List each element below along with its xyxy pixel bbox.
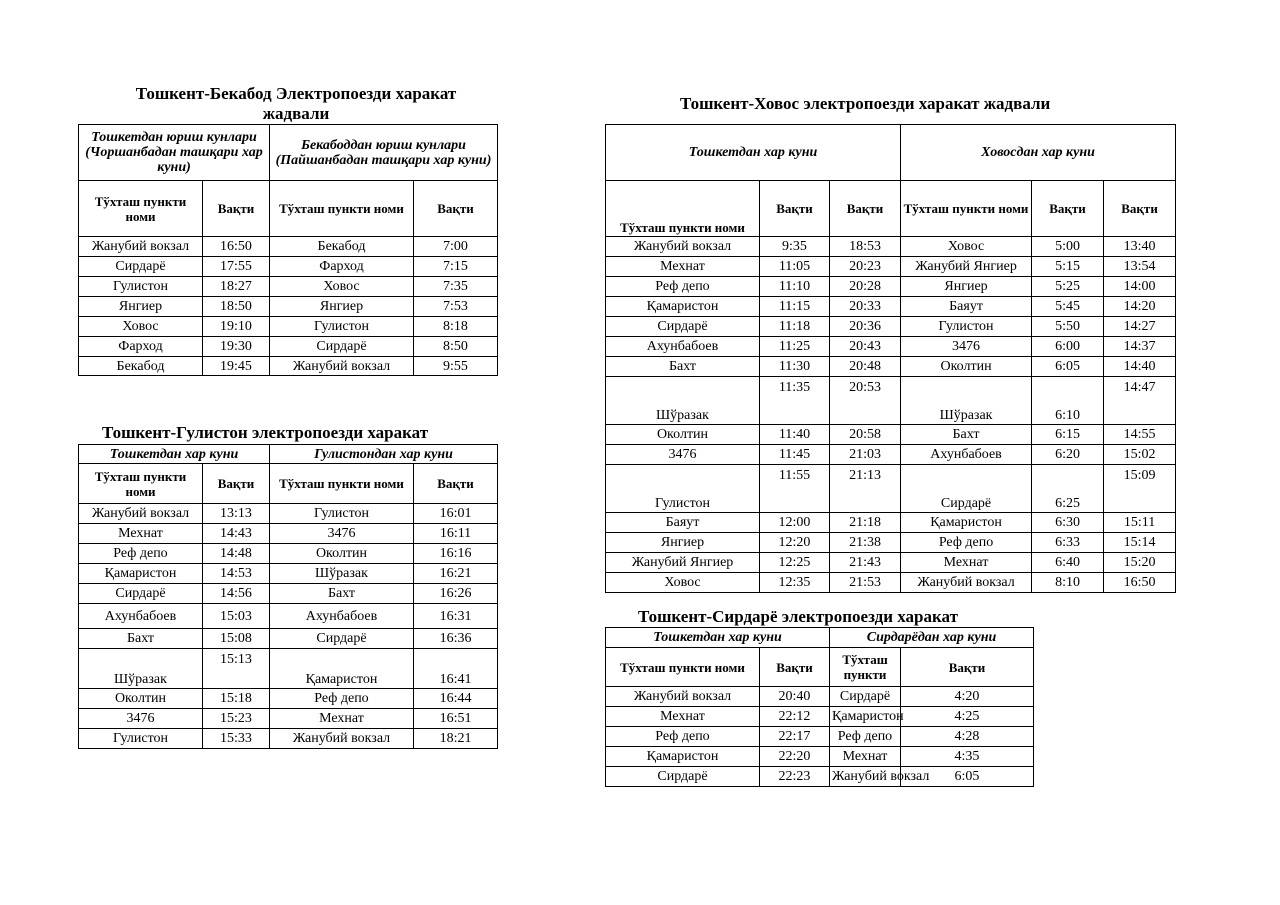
table-cell: Сирдарё bbox=[606, 767, 760, 787]
table-cell: 6:40 bbox=[1032, 553, 1104, 573]
table-cell: Мехнат bbox=[270, 709, 414, 729]
table-cell: 22:23 bbox=[760, 767, 830, 787]
table-row bbox=[79, 709, 498, 729]
table-cell: 13:40 bbox=[1104, 237, 1176, 257]
table-cell: 19:30 bbox=[203, 337, 270, 357]
table-cell: 15:02 bbox=[1104, 445, 1176, 465]
table-cell: Бекабод bbox=[79, 357, 203, 376]
table-cell: 16:36 bbox=[414, 629, 498, 649]
table-cell: 12:35 bbox=[760, 573, 830, 593]
table-cell: Сирдарё bbox=[270, 337, 414, 357]
table-cell: 11:40 bbox=[760, 425, 830, 445]
table-cell: 21:53 bbox=[830, 573, 901, 593]
table-cell: 16:11 bbox=[414, 524, 498, 544]
table-cell: Бекабод bbox=[270, 237, 414, 257]
table-cell: 7:35 bbox=[414, 277, 498, 297]
table-row bbox=[606, 747, 1034, 767]
table-cell: Баяут bbox=[606, 513, 760, 533]
table-cell: Сирдарё bbox=[79, 584, 203, 604]
table-cell: Жанубий вокзал bbox=[79, 237, 203, 257]
table-cell: Ховос bbox=[901, 237, 1032, 257]
table-cell: Фарход bbox=[270, 257, 414, 277]
table-row bbox=[606, 357, 1176, 377]
table-cell: 6:10 bbox=[1032, 377, 1104, 425]
col-station-header: Тўхташ пункти номи bbox=[270, 181, 414, 237]
table-cell: Сирдарё bbox=[79, 257, 203, 277]
table-cell: Жанубий вокзал bbox=[270, 729, 414, 749]
table-row bbox=[606, 377, 1176, 425]
col-time-header: Вақти bbox=[414, 464, 498, 504]
table-cell: Жанубий вокзал bbox=[830, 767, 901, 787]
table-cell: Реф депо bbox=[606, 727, 760, 747]
table-cell: 15:23 bbox=[203, 709, 270, 729]
table-cell: 14:37 bbox=[1104, 337, 1176, 357]
table-cell: 11:18 bbox=[760, 317, 830, 337]
table-cell: Шўразак bbox=[606, 377, 760, 425]
table-cell: 5:25 bbox=[1032, 277, 1104, 297]
table-row bbox=[606, 727, 1034, 747]
table-cell: 19:45 bbox=[203, 357, 270, 376]
table-cell: 18:53 bbox=[830, 237, 901, 257]
table-cell: 5:15 bbox=[1032, 257, 1104, 277]
table-row bbox=[79, 337, 498, 357]
table-row bbox=[79, 689, 498, 709]
table-cell: Шўразак bbox=[79, 649, 203, 689]
table-row bbox=[79, 649, 498, 689]
guliston-head-right: Гулистондан хар куни bbox=[270, 445, 498, 464]
table-cell: Околтин bbox=[606, 425, 760, 445]
table-cell: 16:50 bbox=[203, 237, 270, 257]
bekabod-head-left: Тошкетдан юриш кунлари (Чоршанбадан ташқари хар куни) bbox=[79, 125, 270, 181]
table-cell: 15:18 bbox=[203, 689, 270, 709]
table-cell: 15:33 bbox=[203, 729, 270, 749]
hovos-title: Тошкент-Ховос электропоезди харакат жадвали bbox=[680, 94, 1051, 113]
col-station-header: Тўхташ пункти номи bbox=[606, 648, 760, 687]
table-cell: Ахунбабоев bbox=[901, 445, 1032, 465]
table-cell: 7:15 bbox=[414, 257, 498, 277]
table-row bbox=[606, 425, 1176, 445]
table-cell: 4:25 bbox=[901, 707, 1034, 727]
table-cell: 15:09 bbox=[1104, 465, 1176, 513]
table-cell: 11:30 bbox=[760, 357, 830, 377]
table-cell: Жанубий вокзал bbox=[606, 687, 760, 707]
table-cell: Фарход bbox=[79, 337, 203, 357]
table-row bbox=[606, 445, 1176, 465]
table-cell: 14:00 bbox=[1104, 277, 1176, 297]
col-time-header: Вақти bbox=[203, 464, 270, 504]
col-time-header: Вақти bbox=[830, 181, 901, 237]
col-time-header: Вақти bbox=[760, 648, 830, 687]
table-cell: Гулистон bbox=[901, 317, 1032, 337]
table-cell: 17:55 bbox=[203, 257, 270, 277]
table-cell: Гулистон bbox=[79, 277, 203, 297]
table-row bbox=[606, 277, 1176, 297]
table-cell: Бахт bbox=[79, 629, 203, 649]
table-cell: Околтин bbox=[79, 689, 203, 709]
table-cell: 6:20 bbox=[1032, 445, 1104, 465]
table-cell: 3476 bbox=[606, 445, 760, 465]
table-cell: 16:50 bbox=[1104, 573, 1176, 593]
table-cell: Мехнат bbox=[79, 524, 203, 544]
table-cell: 5:50 bbox=[1032, 317, 1104, 337]
table-cell: Жанубий вокзал bbox=[270, 357, 414, 376]
table-cell: Околтин bbox=[270, 544, 414, 564]
col-time-header: Вақти bbox=[901, 648, 1034, 687]
table-cell: 18:21 bbox=[414, 729, 498, 749]
table-cell: 12:20 bbox=[760, 533, 830, 553]
table-row bbox=[79, 277, 498, 297]
table-cell: Реф депо bbox=[270, 689, 414, 709]
table-row bbox=[79, 604, 498, 629]
table-cell: Ахунбабоев bbox=[79, 604, 203, 629]
table-cell: Гулистон bbox=[79, 729, 203, 749]
table-cell: Реф депо bbox=[830, 727, 901, 747]
table-cell: 14:27 bbox=[1104, 317, 1176, 337]
table-cell: Қамаристон bbox=[79, 564, 203, 584]
table-cell: 13:13 bbox=[203, 504, 270, 524]
table-cell: Бахт bbox=[901, 425, 1032, 445]
table-row bbox=[79, 317, 498, 337]
table-cell: 3476 bbox=[270, 524, 414, 544]
table-row bbox=[79, 237, 498, 257]
table-cell: 21:13 bbox=[830, 465, 901, 513]
table-cell: Гулистон bbox=[270, 317, 414, 337]
table-cell: Янгиер bbox=[606, 533, 760, 553]
table-cell: 18:27 bbox=[203, 277, 270, 297]
table-cell: 16:21 bbox=[414, 564, 498, 584]
table-cell: 8:18 bbox=[414, 317, 498, 337]
table-cell: Ховос bbox=[79, 317, 203, 337]
table-cell: 13:54 bbox=[1104, 257, 1176, 277]
table-row bbox=[606, 317, 1176, 337]
table-cell: 11:10 bbox=[760, 277, 830, 297]
table-row bbox=[606, 707, 1034, 727]
table-row bbox=[79, 544, 498, 564]
table-cell: Реф депо bbox=[606, 277, 760, 297]
table-cell: 14:40 bbox=[1104, 357, 1176, 377]
table-row bbox=[606, 573, 1176, 593]
table-row bbox=[606, 237, 1176, 257]
table-cell: 16:31 bbox=[414, 604, 498, 629]
table-row bbox=[79, 504, 498, 524]
table-cell: 14:20 bbox=[1104, 297, 1176, 317]
table-cell: 9:55 bbox=[414, 357, 498, 376]
table-cell: 15:13 bbox=[203, 649, 270, 689]
table-cell: 22:17 bbox=[760, 727, 830, 747]
table-cell: Жанубий вокзал bbox=[606, 237, 760, 257]
table-cell: 21:03 bbox=[830, 445, 901, 465]
table-cell: Қамаристон bbox=[830, 707, 901, 727]
table-cell: 5:00 bbox=[1032, 237, 1104, 257]
table-cell: 7:00 bbox=[414, 237, 498, 257]
table-cell: 14:55 bbox=[1104, 425, 1176, 445]
table-cell: 8:50 bbox=[414, 337, 498, 357]
table-cell: Мехнат bbox=[830, 747, 901, 767]
table-cell: Мехнат bbox=[901, 553, 1032, 573]
col-station-header: Тўхташ пункти номи bbox=[270, 464, 414, 504]
bekabod-table bbox=[78, 124, 498, 376]
table-row bbox=[606, 553, 1176, 573]
table-cell: 6:05 bbox=[1032, 357, 1104, 377]
table-row bbox=[606, 297, 1176, 317]
table-cell: Бахт bbox=[606, 357, 760, 377]
table-cell: 12:25 bbox=[760, 553, 830, 573]
table-cell: 20:58 bbox=[830, 425, 901, 445]
table-cell: 6:05 bbox=[901, 767, 1034, 787]
table-row bbox=[606, 513, 1176, 533]
table-cell: 14:47 bbox=[1104, 377, 1176, 425]
table-cell: Сирдарё bbox=[901, 465, 1032, 513]
table-cell: Жанубий Янгиер bbox=[901, 257, 1032, 277]
table-row bbox=[606, 465, 1176, 513]
table-cell: 11:55 bbox=[760, 465, 830, 513]
table-cell: 20:33 bbox=[830, 297, 901, 317]
table-cell: Околтин bbox=[901, 357, 1032, 377]
table-cell: 20:43 bbox=[830, 337, 901, 357]
table-cell: Сирдарё bbox=[606, 317, 760, 337]
table-cell: 7:53 bbox=[414, 297, 498, 317]
table-cell: 22:12 bbox=[760, 707, 830, 727]
sirdaryo-table bbox=[605, 627, 1034, 787]
table-cell: 11:35 bbox=[760, 377, 830, 425]
table-row bbox=[79, 584, 498, 604]
table-cell: Жанубий вокзал bbox=[901, 573, 1032, 593]
table-cell: Гулистон bbox=[270, 504, 414, 524]
col-station-header: Тўхташ пункти номи bbox=[901, 181, 1032, 237]
table-cell: Жанубий вокзал bbox=[79, 504, 203, 524]
col-time-header: Вақти bbox=[203, 181, 270, 237]
col-station-header: Тўхташ пункти номи bbox=[79, 181, 203, 237]
table-cell: 19:10 bbox=[203, 317, 270, 337]
table-cell: 16:01 bbox=[414, 504, 498, 524]
hovos-head-left: Тошкетдан хар куни bbox=[606, 125, 901, 181]
table-cell: 14:48 bbox=[203, 544, 270, 564]
table-cell: 15:03 bbox=[203, 604, 270, 629]
table-cell: 4:20 bbox=[901, 687, 1034, 707]
table-row bbox=[79, 297, 498, 317]
table-cell: 16:26 bbox=[414, 584, 498, 604]
table-cell: 9:35 bbox=[760, 237, 830, 257]
col-time-header: Вақти bbox=[760, 181, 830, 237]
table-cell: Янгиер bbox=[79, 297, 203, 317]
table-cell: Янгиер bbox=[270, 297, 414, 317]
table-cell: 14:43 bbox=[203, 524, 270, 544]
table-row bbox=[79, 629, 498, 649]
table-cell: 16:16 bbox=[414, 544, 498, 564]
table-cell: 15:08 bbox=[203, 629, 270, 649]
table-cell: 11:45 bbox=[760, 445, 830, 465]
hovos-table bbox=[605, 124, 1176, 593]
table-row bbox=[606, 337, 1176, 357]
table-row bbox=[79, 729, 498, 749]
table-cell: 6:00 bbox=[1032, 337, 1104, 357]
table-cell: 20:40 bbox=[760, 687, 830, 707]
table-cell: 15:11 bbox=[1104, 513, 1176, 533]
table-cell: 6:25 bbox=[1032, 465, 1104, 513]
table-cell: 4:28 bbox=[901, 727, 1034, 747]
table-cell: Жанубий Янгиер bbox=[606, 553, 760, 573]
table-cell: Бахт bbox=[270, 584, 414, 604]
table-cell: Қамаристон bbox=[901, 513, 1032, 533]
table-cell: Мехнат bbox=[606, 707, 760, 727]
table-cell: Ховос bbox=[606, 573, 760, 593]
guliston-head-left: Тошкетдан хар куни bbox=[79, 445, 270, 464]
table-row bbox=[606, 767, 1034, 787]
col-time-header: Вақти bbox=[1032, 181, 1104, 237]
sirdaryo-head-left: Тошкетдан хар куни bbox=[606, 628, 830, 648]
table-cell: 12:00 bbox=[760, 513, 830, 533]
table-cell: Гулистон bbox=[606, 465, 760, 513]
table-cell: Сирдарё bbox=[270, 629, 414, 649]
col-time-header: Вақти bbox=[414, 181, 498, 237]
hovos-head-right: Ховосдан хар куни bbox=[901, 125, 1176, 181]
table-cell: 22:20 bbox=[760, 747, 830, 767]
table-row bbox=[606, 687, 1034, 707]
table-cell: 3476 bbox=[79, 709, 203, 729]
table-row bbox=[606, 533, 1176, 553]
guliston-table bbox=[78, 444, 498, 749]
table-cell: 14:56 bbox=[203, 584, 270, 604]
table-cell: Янгиер bbox=[901, 277, 1032, 297]
table-cell: 3476 bbox=[901, 337, 1032, 357]
table-row bbox=[79, 357, 498, 376]
table-cell: 6:33 bbox=[1032, 533, 1104, 553]
table-cell: 20:36 bbox=[830, 317, 901, 337]
table-cell: Ахунбабоев bbox=[270, 604, 414, 629]
table-cell: 11:15 bbox=[760, 297, 830, 317]
guliston-title: Тошкент-Гулистон электропоезди харакат bbox=[102, 423, 429, 442]
table-cell: 15:14 bbox=[1104, 533, 1176, 553]
table-cell: Шўразак bbox=[270, 564, 414, 584]
table-cell: Сирдарё bbox=[830, 687, 901, 707]
table-cell: 20:53 bbox=[830, 377, 901, 425]
col-time-header: Вақти bbox=[1104, 181, 1176, 237]
table-cell: 16:51 bbox=[414, 709, 498, 729]
table-cell: Мехнат bbox=[606, 257, 760, 277]
table-cell: 20:48 bbox=[830, 357, 901, 377]
table-cell: 20:23 bbox=[830, 257, 901, 277]
col-station-header: Тўхташ пункти номи bbox=[79, 464, 203, 504]
table-cell: 8:10 bbox=[1032, 573, 1104, 593]
table-cell: 4:35 bbox=[901, 747, 1034, 767]
sirdaryo-title: Тошкент-Сирдарё электропоезди харакат bbox=[638, 607, 958, 626]
table-cell: 21:43 bbox=[830, 553, 901, 573]
table-cell: 6:15 bbox=[1032, 425, 1104, 445]
table-cell: 18:50 bbox=[203, 297, 270, 317]
bekabod-title: Тошкент-Бекабод Электропоезди харакат жадвали bbox=[135, 84, 457, 123]
table-cell: Реф депо bbox=[901, 533, 1032, 553]
table-cell: 20:28 bbox=[830, 277, 901, 297]
table-cell: 16:41 bbox=[414, 649, 498, 689]
table-cell: Қамаристон bbox=[606, 747, 760, 767]
table-cell: 5:45 bbox=[1032, 297, 1104, 317]
table-cell: 11:25 bbox=[760, 337, 830, 357]
table-row bbox=[606, 257, 1176, 277]
table-cell: 14:53 bbox=[203, 564, 270, 584]
col-station-header: Тўхташ пункти номи bbox=[606, 181, 760, 237]
table-cell: 15:20 bbox=[1104, 553, 1176, 573]
table-cell: Ахунбабоев bbox=[606, 337, 760, 357]
table-cell: Шўразак bbox=[901, 377, 1032, 425]
table-cell: 21:38 bbox=[830, 533, 901, 553]
table-cell: Баяут bbox=[901, 297, 1032, 317]
table-cell: Қамаристон bbox=[606, 297, 760, 317]
table-cell: 16:44 bbox=[414, 689, 498, 709]
table-cell: Реф депо bbox=[79, 544, 203, 564]
table-row bbox=[79, 524, 498, 544]
table-cell: 11:05 bbox=[760, 257, 830, 277]
table-cell: Қамаристон bbox=[270, 649, 414, 689]
table-cell: 6:30 bbox=[1032, 513, 1104, 533]
table-row bbox=[79, 257, 498, 277]
col-station-header: Тўхташ пункти bbox=[830, 648, 901, 687]
bekabod-head-right: Бекабоддан юриш кунлари (Пайшанбадан ташқари хар куни) bbox=[270, 125, 498, 181]
table-cell: 21:18 bbox=[830, 513, 901, 533]
table-row bbox=[79, 564, 498, 584]
sirdaryo-head-right: Сирдарёдан хар куни bbox=[830, 628, 1034, 648]
table-cell: Ховос bbox=[270, 277, 414, 297]
